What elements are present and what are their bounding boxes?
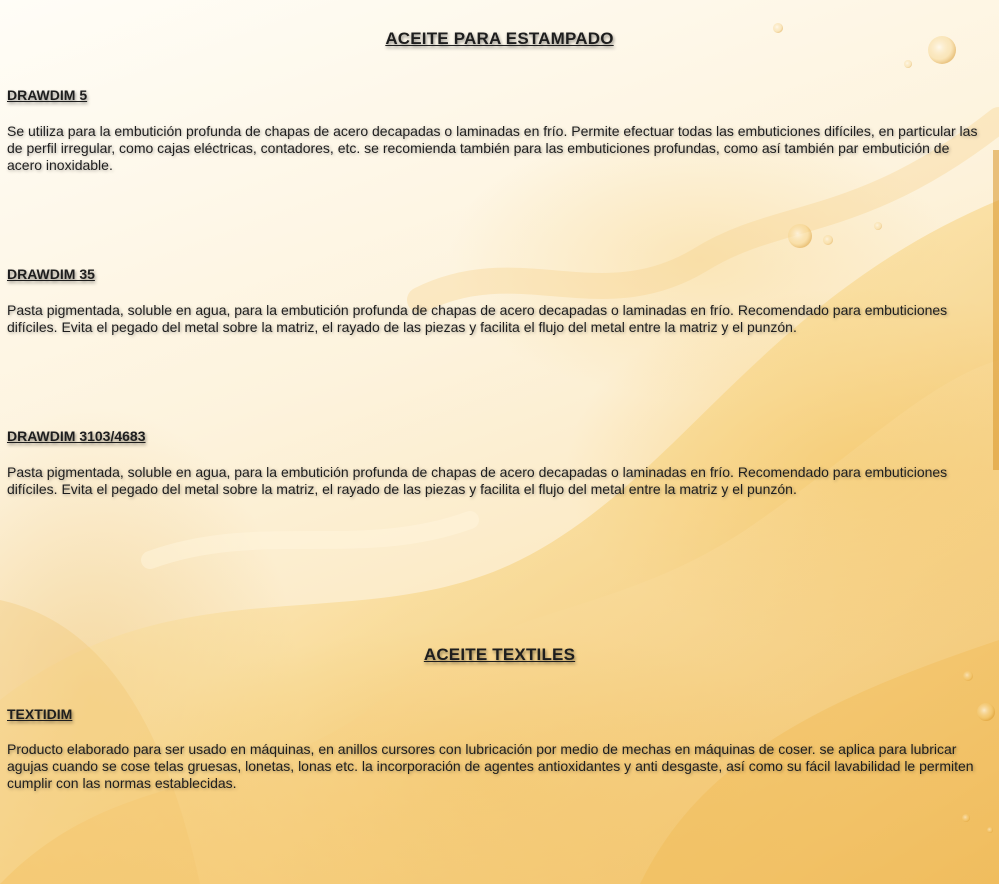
product-description-drawdim-5: Se utiliza para la embutición profunda de chapas de acero decapadas o laminadas en frío. Permite efectuar todas las embuticiones difíciles, en particular las de perfil irregular, como cajas eléctricas, contadores, etc. se recomienda también para las embuticiones profundas, como así también par embutición de acero inoxidable. [7, 123, 978, 173]
section-title-textiles: ACEITE TEXTILES [423, 645, 576, 664]
product-name-textidim: TEXTIDIM [7, 706, 73, 722]
product-description-drawdim-35: Pasta pigmentada, soluble en agua, para la embutición profunda de chapas de acero decapadas o laminadas en frío. Recomendado para embuticiones difíciles. Evita el pegado del metal sobre la matriz, el rayado de las piezas y facilita el flujo del metal entre la matriz y el punzón. [7, 302, 948, 335]
product-name-drawdim-35: DRAWDIM 35 [7, 266, 95, 282]
section-title-estampado: ACEITE PARA ESTAMPADO [385, 29, 614, 48]
product-description-drawdim-3103-4683: Pasta pigmentada, soluble en agua, para la embutición profunda de chapas de acero decapadas o laminadas en frío. Recomendado para embuticiones difíciles. Evita el pegado del metal sobre la matriz, el rayado de las piezas y facilita el flujo del metal entre la matriz y el punzón. [7, 464, 948, 497]
product-name-drawdim-3103-4683: DRAWDIM 3103/4683 [7, 428, 146, 444]
product-description-textidim: Producto elaborado para ser usado en máquinas, en anillos cursores con lubricación por medio de mechas en máquinas de coser. se aplica para lubricar agujas cuando se cose telas gruesas, lonetas, lonas etc. la incorporación de agentes antioxidantes y anti desgaste, así como su fácil lavabilidad le permiten cumplir con las normas establecidas. [7, 741, 974, 791]
product-name-drawdim-5: DRAWDIM 5 [7, 87, 88, 103]
